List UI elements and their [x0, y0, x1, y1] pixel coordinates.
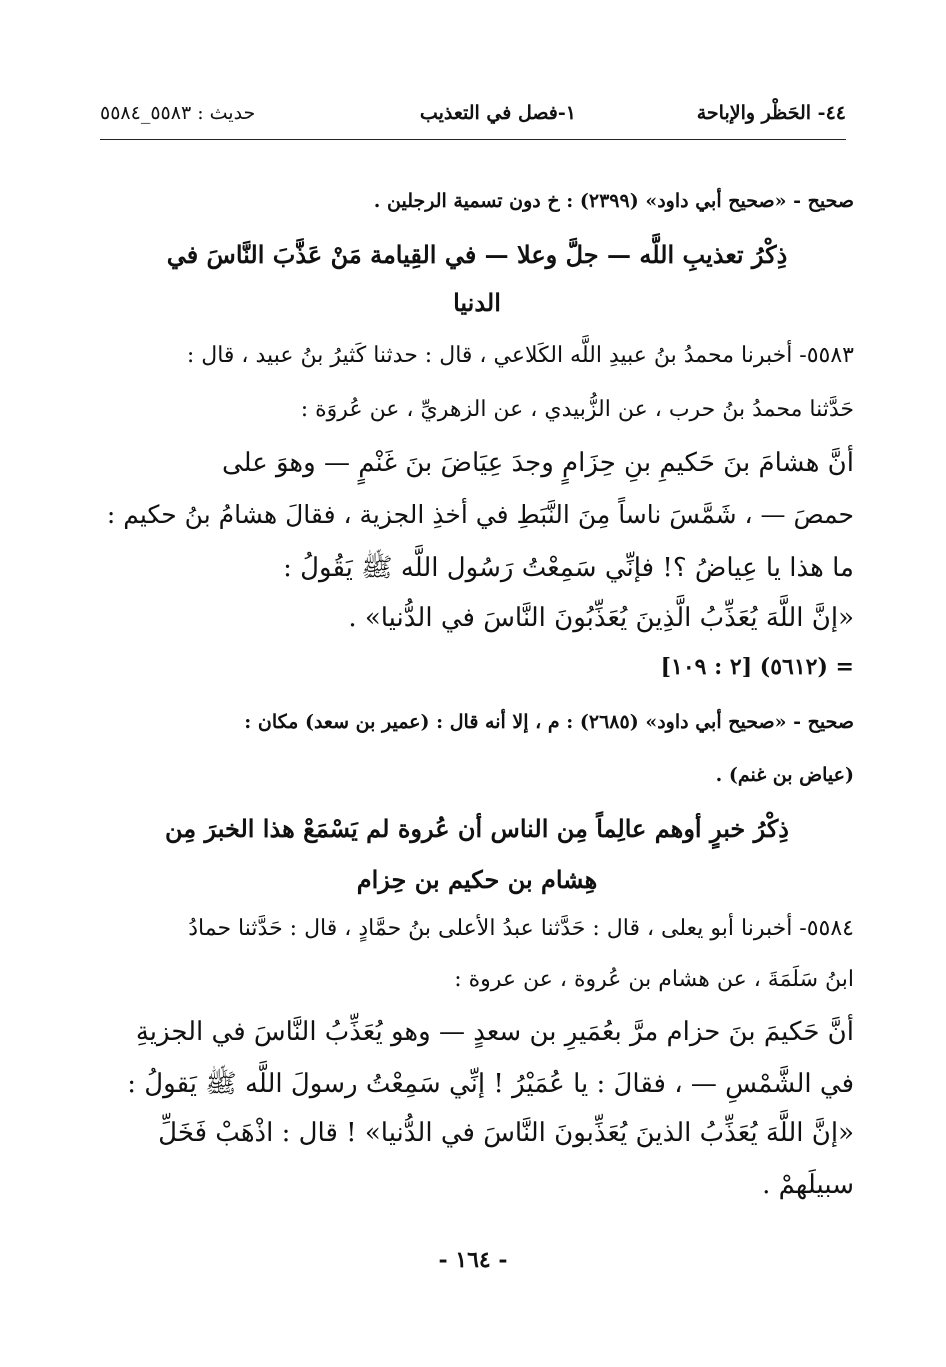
header-chapter: ٤٤- الحَظْر والإباحة — [696, 102, 846, 124]
hadith-5584-matn-3: «إنَّ اللَّهَ يُعَذِّبُ الذينَ يُعَذِّبونَ النَّاسَ في الدُّنيا» ! قال : اذْهَبْ فَخَلِّ — [158, 1118, 854, 1148]
page-number: - ١٦٤ - — [438, 1247, 508, 1273]
hadith-5583-isnad-1: ٥٥٨٣- أخبرنا محمدُ بنُ عبيدِ اللَّه الكَلاعي ، قال : حدثنا كَثيرُ بنُ عبيد ، قال : — [186, 343, 854, 368]
hadith-5584-isnad-2: ابنُ سَلَمَةَ ، عن هشام بن عُروة ، عن عروة : — [454, 967, 854, 992]
hadith-5583-matn-4: «إنَّ اللَّهَ يُعَذِّبُ الَّذِينَ يُعَذِّبُونَ النَّاسَ في الدُّنيا» . — [348, 603, 854, 633]
chapter-heading-1b: الدنيا — [453, 288, 501, 317]
chapter-heading-2b: هِشام بن حكيم بن حِزام — [356, 865, 598, 894]
header-section: ١-فصل في التعذيب — [419, 102, 576, 124]
hadith-5583-isnad-2: حَدَّثنا محمدُ بنُ حرب ، عن الزُّبيدي ، عن الزهريِّ ، عن عُروَة : — [300, 397, 854, 422]
hadith-5583-matn-3: ما هذا يا عِياضُ ؟! فإنِّي سَمِعْتُ رَسُول اللَّه ﷺ يَقُولُ : — [283, 553, 854, 583]
grading-note-2b: (عياض بن غنم) . — [715, 764, 854, 786]
grading-note-2a: صحيح - «صحيح أبي داود» (٢٦٨٥) : م ، إلا أنه قال : (عمير بن سعد) مكان : — [244, 711, 854, 733]
hadith-5583-matn-1: أنَّ هشامَ بنَ حَكيمِ بنِ حِزَامٍ وجدَ عِيَاضَ بنَ غَنْمٍ — وهوَ على — [221, 448, 854, 478]
hadith-5583-matn-2: حمصَ — ، شَمَّسَ ناساً مِنَ النَّبَطِ في أخذِ الجزية ، فقالَ هشامُ بنُ حكيم : — [106, 500, 854, 529]
hadith-5584-matn-4: سبيلَهمْ . — [762, 1170, 854, 1200]
header-hadith-numbers: حديث : ٥٥٨٣_٥٥٨٤ — [100, 102, 256, 124]
chapter-heading-2a: ذِكْرُ خبرٍ أوهم عالِماً مِن الناس أن عُروة لم يَسْمَعْ هذا الخبرَ مِن — [165, 814, 789, 843]
page-header — [100, 100, 846, 134]
header-rule — [100, 139, 846, 140]
hadith-5584-matn-1: أنَّ حَكيمَ بنَ حزام مرَّ بعُمَيرِ بن سعدٍ — وهو يُعَذِّبُ النَّاسَ في الجزيةِ — [135, 1017, 854, 1047]
hadith-5583-reference: = (٥٦١٢) [٢ : ١٠٩] — [660, 654, 854, 680]
hadith-5584-matn-2: في الشَّمْسِ — ، فقالَ : يا عُمَيْرُ ! إنِّي سَمِعْتُ رسولَ اللَّه ﷺ يَقولُ : — [127, 1069, 854, 1099]
grading-note-1: صحيح - «صحيح أبي داود» (٢٣٩٩) : خ دون تسمية الرجلين . — [373, 190, 854, 212]
chapter-heading-1a: ذِكْرُ تعذيبِ اللَّه — جلَّ وعلا — في القِيامة مَنْ عَذَّبَ النَّاسَ في — [166, 240, 788, 269]
hadith-5584-isnad-1: ٥٥٨٤- أخبرنا أبو يعلى ، قال : حَدَّثنا عبدُ الأعلى بنُ حمَّادٍ ، قال : حَدَّثنا حمادُ — [188, 916, 854, 941]
